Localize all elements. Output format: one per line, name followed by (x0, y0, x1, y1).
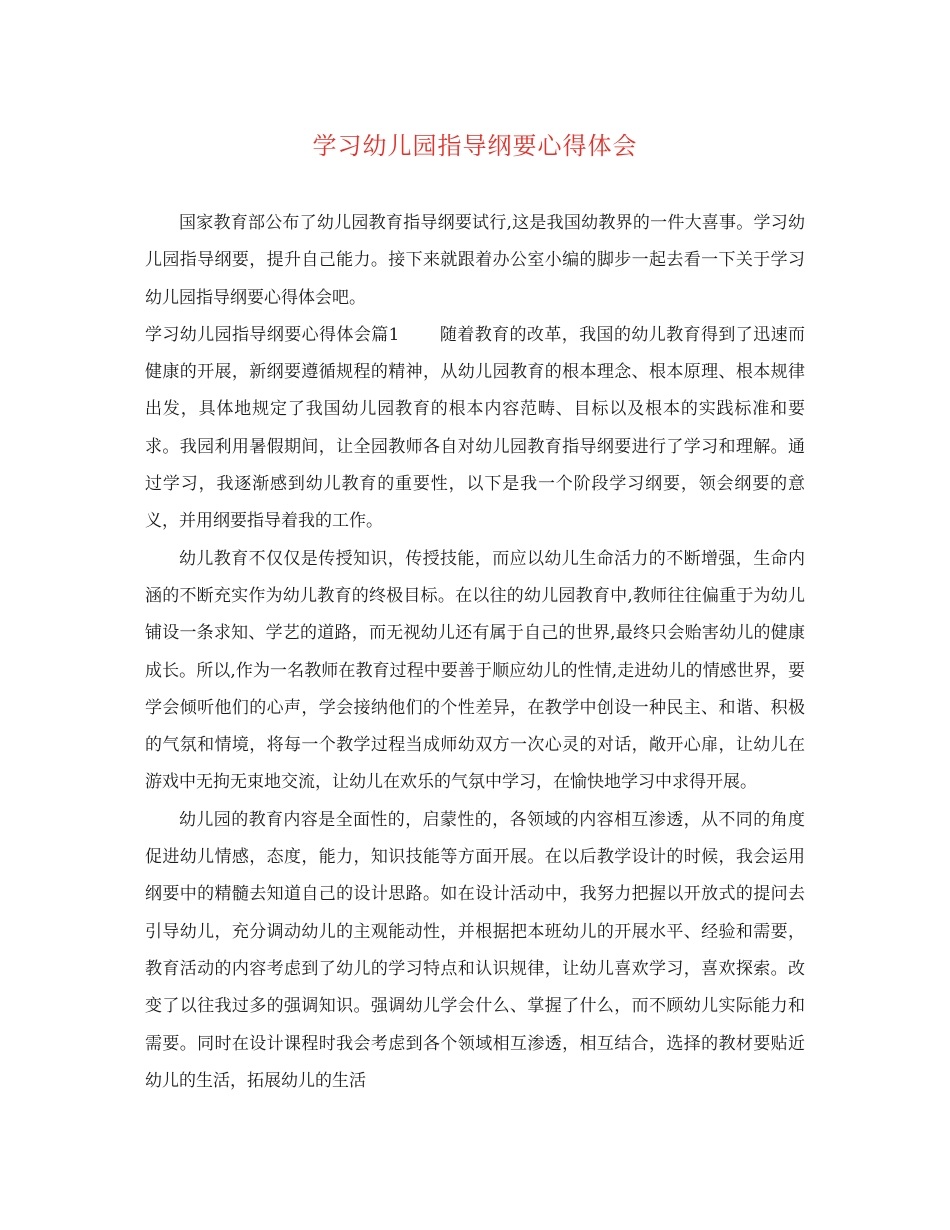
section-heading: 学习幼儿园指导纲要心得体会篇1 (145, 324, 400, 345)
section-1-paragraph-2: 幼儿教育不仅仅是传授知识，传授技能，而应以幼儿生命活力的不断增强，生命内涵的不断充实作为幼儿教育的终极目标。在以往的幼儿园教育中,教师往往偏重于为幼儿铺设一条求知、学艺的道路，而无视幼儿还有属于自己的世界,最终只会贻害幼儿的健康成长。所以,作为一名教师在教育过程中要善于顺应幼儿的性情,走进幼儿的情感世界，要学会倾听他们的心声，学会接纳他们的个性差异，在教学中创设一种民主、和谐、积极的气氛和情境，将每一个教学过程当成师幼双方一次心灵的对话，敞开心扉，让幼儿在游戏中无拘无束地交流，让幼儿在欢乐的气氛中学习，在愉快地学习中求得开展。 (145, 548, 805, 793)
page-title: 学习幼儿园指导纲要心得体会 (312, 132, 638, 160)
intro-paragraph: 国家教育部公布了幼儿园教育指导纲要试行,这是我国幼教界的一件大喜事。学习幼儿园指导纲要，提升自己能力。接下来就跟着办公室小编的脚步一起去看一下关于学习幼儿园指导纲要心得体会吧。 (145, 213, 805, 308)
section-1-paragraph-3: 幼儿园的教育内容是全面性的，启蒙性的，各领域的内容相互渗透，从不同的角度促进幼儿情感，态度，能力，知识技能等方面开展。在以后教学设计的时候，我会运用纲要中的精髓去知道自己的设计思路。如在设计活动中，我努力把握以开放式的提问去引导幼儿，充分调动幼儿的主观能动性，并根据把本班幼儿的开展水平、经验和需要，教育活动的内容考虑到了幼儿的学习特点和认识规律，让幼儿喜欢学习，喜欢探索。改变了以往我过多的强调知识。强调幼儿学会什么、掌握了什么，而不顾幼儿实际能力和需要。同时在设计课程时我会考虑到各个领域相互渗透，相互结合，选择的教材要贴近幼儿的生活，拓展幼儿的生活 (145, 809, 805, 1091)
section-1-first-paragraph (145, 317, 805, 541)
section-1-paragraph-text: 随着教育的改革，我国的幼儿教育得到了迅速而健康的开展，新纲要遵循规程的精神，从幼儿园教育的根本理念、根本原理、根本规律出发，具体地规定了我国幼儿园教育的根本内容范畴、目标以及根本的实践标准和要求。我园利用暑假期间，让全园教师各自对幼儿园教育指导纲要进行了学习和理解。通过学习，我逐渐感到幼儿教育的重要性，以下是我一个阶段学习纲要，领会纲要的意义，并用纲要指导着我的工作。 (145, 324, 805, 532)
document-body (145, 205, 805, 1100)
